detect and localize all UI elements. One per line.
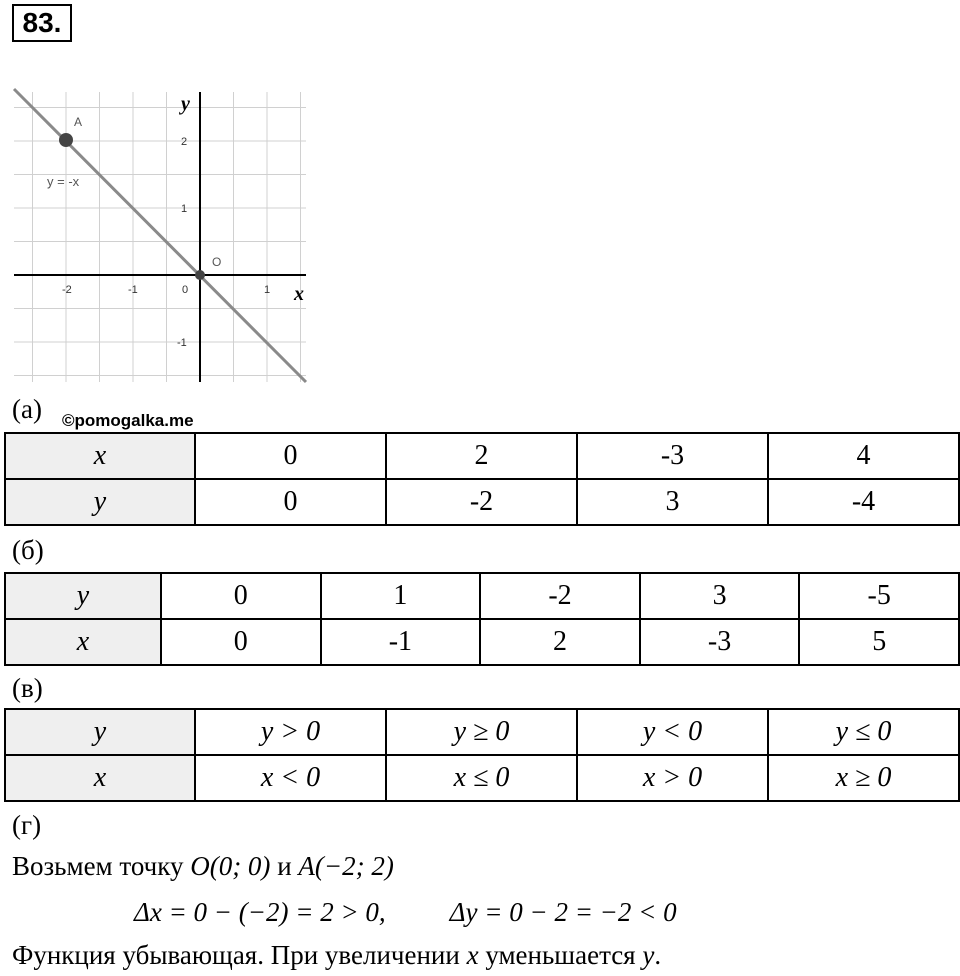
solution-line-1	[12, 851, 394, 882]
table-cell: 1	[321, 573, 481, 619]
text: Возьмем точку	[12, 851, 191, 881]
point-o-label: O	[212, 255, 222, 269]
table-cell: -2	[480, 573, 640, 619]
table-cell: 0	[161, 619, 321, 665]
table-part-b	[4, 572, 960, 666]
solution-line-3	[12, 940, 661, 971]
x-tick-label: -2	[62, 284, 72, 296]
table-cell: y ≤ 0	[768, 709, 959, 755]
table-cell: -4	[768, 479, 959, 525]
table-row	[5, 755, 959, 801]
table-cell: -2	[386, 479, 577, 525]
table-row	[5, 709, 959, 755]
table-row	[5, 573, 959, 619]
table-cell: x > 0	[577, 755, 768, 801]
row-header: x	[5, 433, 195, 479]
y-tick-label: 1	[181, 203, 188, 215]
table-cell: y ≥ 0	[386, 709, 577, 755]
point-a	[59, 133, 73, 147]
y-tick-label: -1	[177, 337, 187, 349]
table-row	[5, 479, 959, 525]
row-header: x	[5, 755, 195, 801]
table-cell: -1	[321, 619, 481, 665]
table-cell: 2	[386, 433, 577, 479]
y-tick-label: 2	[181, 136, 188, 148]
point-o-coords: O(0; 0)	[190, 851, 271, 881]
table-cell: 3	[577, 479, 768, 525]
axis-y-label: y	[181, 93, 190, 115]
axis-x-label: x	[294, 283, 304, 305]
point-a-label: A	[74, 115, 83, 129]
text: и	[270, 851, 299, 881]
table-cell: x ≥ 0	[768, 755, 959, 801]
x-tick-label: -1	[128, 284, 138, 296]
delta-y: Δy = 0 − 2 = −2 < 0	[449, 897, 677, 927]
var-y: y	[642, 940, 655, 970]
function-line	[14, 89, 306, 382]
table-cell: -3	[640, 619, 800, 665]
line-label: y = -x	[47, 174, 80, 189]
x-tick-label: 0	[182, 284, 189, 296]
delta-x: Δx = 0 − (−2) = 2 > 0,	[134, 897, 386, 927]
table-part-v	[4, 708, 960, 802]
table-cell: 0	[161, 573, 321, 619]
table-cell: 4	[768, 433, 959, 479]
table-cell: 5	[799, 619, 959, 665]
var-x: x	[466, 940, 479, 970]
part-b-label: (б)	[12, 535, 44, 565]
table-cell: x < 0	[195, 755, 386, 801]
table-row	[5, 619, 959, 665]
table-cell: x ≤ 0	[386, 755, 577, 801]
row-header: y	[5, 709, 195, 755]
line-graph	[0, 86, 320, 386]
point-o	[195, 270, 205, 280]
solution-line-2	[134, 897, 677, 928]
table-cell: -3	[577, 433, 768, 479]
table-cell: 3	[640, 573, 800, 619]
row-header: x	[5, 619, 161, 665]
table-cell: 0	[195, 433, 386, 479]
text: Функция убывающая. При увеличении	[12, 940, 467, 970]
row-header: y	[5, 479, 195, 525]
table-cell: 2	[480, 619, 640, 665]
part-v-label: (в)	[12, 673, 43, 703]
point-a-coords: A(−2; 2)	[298, 851, 394, 881]
table-cell: 0	[195, 479, 386, 525]
table-row	[5, 433, 959, 479]
text: .	[654, 940, 662, 970]
row-header: y	[5, 573, 161, 619]
problem-number: 83.	[12, 4, 72, 42]
part-g-label: (г)	[12, 810, 42, 840]
text: уменьшается	[478, 940, 643, 970]
watermark: ©pomogalka.me	[62, 411, 194, 430]
part-a-label: (а)	[12, 394, 42, 424]
table-cell: y < 0	[577, 709, 768, 755]
x-tick-label: 1	[264, 284, 271, 296]
table-part-a	[4, 432, 960, 526]
table-cell: -5	[799, 573, 959, 619]
table-cell: y > 0	[195, 709, 386, 755]
